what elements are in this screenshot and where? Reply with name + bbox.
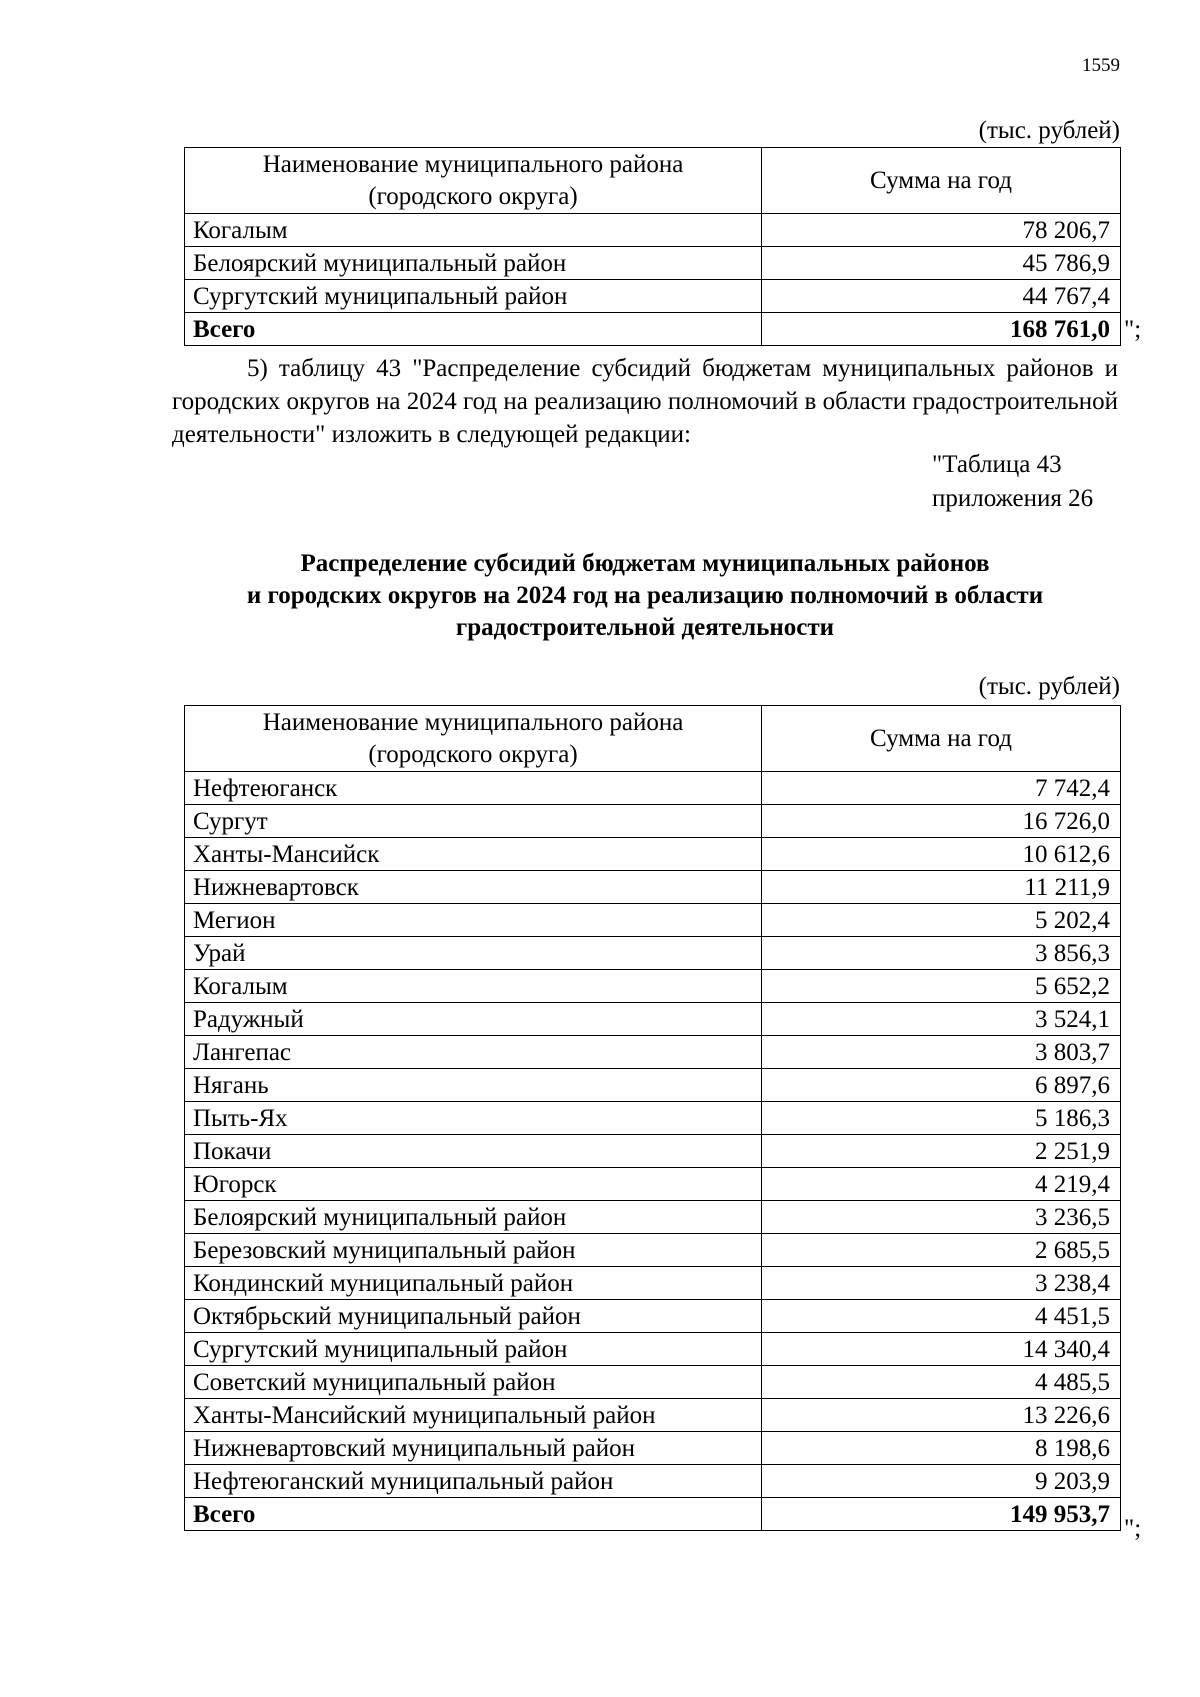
table-row <box>185 772 1121 805</box>
subsidy-table-2 <box>184 705 1121 1531</box>
table-row <box>185 214 1121 247</box>
table-title <box>160 548 1130 644</box>
sum-column-header: Сумма на год <box>762 706 1121 772</box>
total-value: 168 761,0 <box>762 313 1121 346</box>
row-name: Нижневартовский муниципальный район <box>185 1432 762 1465</box>
table-row <box>185 1465 1121 1498</box>
row-name: Югорск <box>185 1168 762 1201</box>
table-row <box>185 1333 1121 1366</box>
row-value: 9 203,9 <box>762 1465 1121 1498</box>
row-name: Октябрьский муниципальный район <box>185 1300 762 1333</box>
table1-closing-quote: "; <box>1124 316 1142 343</box>
row-name: Ханты-Мансийск <box>185 838 762 871</box>
row-name: Лангепас <box>185 1036 762 1069</box>
row-name: Нижневартовск <box>185 871 762 904</box>
table-row <box>185 805 1121 838</box>
sum-column-header: Сумма на год <box>762 148 1121 214</box>
total-label: Всего <box>185 1498 762 1531</box>
table-row <box>185 937 1121 970</box>
row-name: Радужный <box>185 1003 762 1036</box>
row-value: 4 219,4 <box>762 1168 1121 1201</box>
table2-unit-label: (тыс. рублей) <box>978 673 1120 700</box>
row-value: 45 786,9 <box>762 247 1121 280</box>
table-row <box>185 871 1121 904</box>
row-value: 7 742,4 <box>762 772 1121 805</box>
row-name: Нягань <box>185 1069 762 1102</box>
row-name: Сургутский муниципальный район <box>185 280 762 313</box>
table-row <box>185 1135 1121 1168</box>
total-value: 149 953,7 <box>762 1498 1121 1531</box>
amendment-paragraph: 5) таблицу 43 "Распределение субсидий бюджетам муниципальных районов и городских округов на 2024 год на реализацию полномочий в области градостроительной деятельности" изложить в следующей редакции: <box>172 355 1118 448</box>
row-name: Покачи <box>185 1135 762 1168</box>
row-name: Пыть-Ях <box>185 1102 762 1135</box>
row-value: 3 856,3 <box>762 937 1121 970</box>
row-name: Ханты-Мансийский муниципальный район <box>185 1399 762 1432</box>
subsidy-table-1 <box>184 147 1121 346</box>
table-title-line1: Распределение субсидий бюджетам муниципальных районов <box>300 550 990 577</box>
row-value: 3 238,4 <box>762 1267 1121 1300</box>
row-value: 13 226,6 <box>762 1399 1121 1432</box>
name-column-header: Наименование муниципального района (городского округа) <box>185 706 762 772</box>
table2-closing-quote: "; <box>1124 1515 1142 1542</box>
row-value: 3 524,1 <box>762 1003 1121 1036</box>
row-value: 44 767,4 <box>762 280 1121 313</box>
page-number: 1559 <box>1082 55 1120 76</box>
row-name: Нефтеюганск <box>185 772 762 805</box>
row-value: 10 612,6 <box>762 838 1121 871</box>
row-name: Кондинский муниципальный район <box>185 1267 762 1300</box>
table-row <box>185 1399 1121 1432</box>
row-name: Нефтеюганский муниципальный район <box>185 1465 762 1498</box>
total-row <box>185 313 1121 346</box>
row-value: 3 803,7 <box>762 1036 1121 1069</box>
table-row <box>185 1234 1121 1267</box>
table-row <box>185 1036 1121 1069</box>
row-value: 8 198,6 <box>762 1432 1121 1465</box>
row-name: Березовский муниципальный район <box>185 1234 762 1267</box>
row-value: 4 451,5 <box>762 1300 1121 1333</box>
table-row <box>185 1201 1121 1234</box>
table-row <box>185 904 1121 937</box>
row-value: 6 897,6 <box>762 1069 1121 1102</box>
table-row <box>185 1069 1121 1102</box>
row-name: Мегион <box>185 904 762 937</box>
row-value: 5 652,2 <box>762 970 1121 1003</box>
row-name: Урай <box>185 937 762 970</box>
table-row <box>185 280 1121 313</box>
total-row <box>185 1498 1121 1531</box>
table-title-line3: градостроительной деятельности <box>455 614 835 641</box>
row-value: 5 186,3 <box>762 1102 1121 1135</box>
table-reference <box>932 448 1093 516</box>
table-header-row <box>185 706 1121 772</box>
row-name: Белоярский муниципальный район <box>185 247 762 280</box>
row-name: Сургутский муниципальный район <box>185 1333 762 1366</box>
table-row <box>185 1432 1121 1465</box>
table-reference-line2: приложения 26 <box>932 485 1094 512</box>
row-value: 5 202,4 <box>762 904 1121 937</box>
row-name: Когалым <box>185 970 762 1003</box>
row-value: 14 340,4 <box>762 1333 1121 1366</box>
table-row <box>185 1267 1121 1300</box>
row-value: 3 236,5 <box>762 1201 1121 1234</box>
name-column-header: Наименование муниципального района (городского округа) <box>185 148 762 214</box>
row-name: Сургут <box>185 805 762 838</box>
row-value: 16 726,0 <box>762 805 1121 838</box>
table-title-line2: и городских округов на 2024 год на реализацию полномочий в области <box>246 582 1044 609</box>
row-value: 2 685,5 <box>762 1234 1121 1267</box>
row-name: Белоярский муниципальный район <box>185 1201 762 1234</box>
table-row <box>185 1102 1121 1135</box>
table-header-row <box>185 148 1121 214</box>
table-reference-line1: "Таблица 43 <box>932 451 1062 478</box>
table-row <box>185 1168 1121 1201</box>
row-value: 4 485,5 <box>762 1366 1121 1399</box>
row-name: Когалым <box>185 214 762 247</box>
row-name: Советский муниципальный район <box>185 1366 762 1399</box>
table1-unit-label: (тыс. рублей) <box>978 117 1120 144</box>
table-row <box>185 1300 1121 1333</box>
table-row <box>185 247 1121 280</box>
table-row <box>185 970 1121 1003</box>
total-label: Всего <box>185 313 762 346</box>
table-row <box>185 838 1121 871</box>
table-row <box>185 1003 1121 1036</box>
row-value: 78 206,7 <box>762 214 1121 247</box>
row-value: 11 211,9 <box>762 871 1121 904</box>
table-row <box>185 1366 1121 1399</box>
row-value: 2 251,9 <box>762 1135 1121 1168</box>
